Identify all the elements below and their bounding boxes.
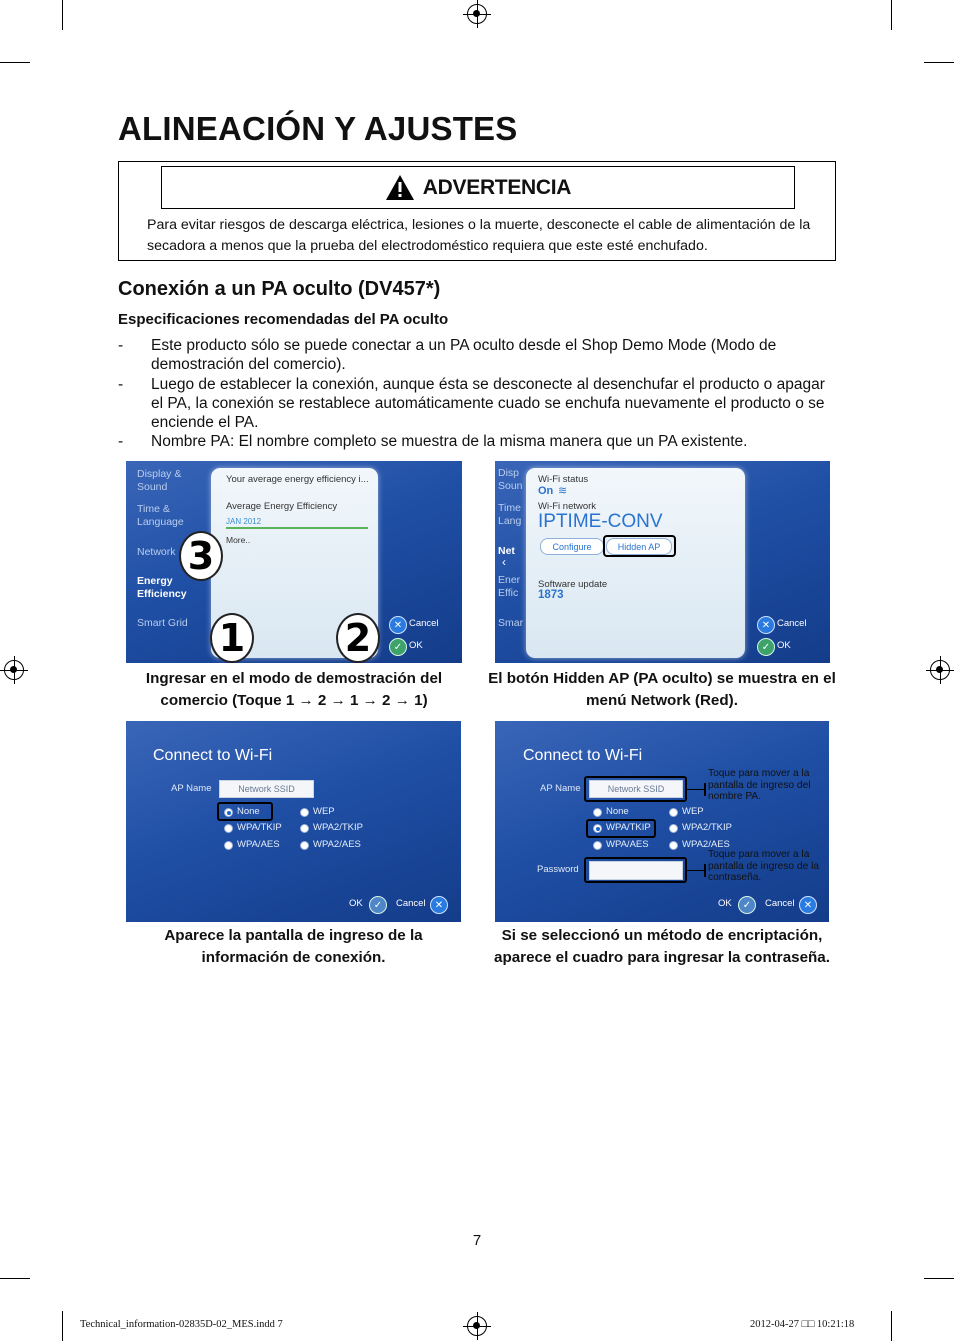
page-number: 7 <box>472 1232 482 1249</box>
warning-triangle-icon <box>385 174 415 201</box>
option-label: WPA/AES <box>237 839 280 850</box>
ap-name-highlight <box>584 776 687 802</box>
crop-mark <box>62 1311 63 1341</box>
radio-wpa2-tkip[interactable] <box>300 824 309 833</box>
registration-mark-icon <box>4 660 24 680</box>
crop-mark <box>0 1278 30 1279</box>
configure-button[interactable] <box>540 538 604 555</box>
hidden-ap-label: Hidden AP <box>617 541 661 552</box>
wifi-network-label: Wi-Fi network <box>538 501 597 512</box>
screenshot-connect-wifi <box>126 721 461 922</box>
configure-label: Configure <box>552 541 592 552</box>
marker-3: 3 <box>179 531 223 581</box>
crop-mark <box>924 62 954 63</box>
option-label: WPA/TKIP <box>237 822 282 833</box>
cancel-icon[interactable]: ✕ <box>757 616 775 634</box>
menu-energy-efficiency: Energy Efficiency <box>137 575 187 600</box>
efficiency-bar <box>226 527 368 529</box>
ap-name-label: AP Name <box>171 783 212 794</box>
none-highlight <box>217 802 273 821</box>
crop-mark <box>891 0 892 30</box>
cancel-label: Cancel <box>409 618 439 629</box>
crop-mark <box>0 62 30 63</box>
ok-icon[interactable]: ✓ <box>738 896 756 914</box>
screenshot-energy-efficiency <box>126 461 462 663</box>
section-heading: Conexión a un PA oculto (DV457*) <box>118 278 441 300</box>
dialog-title: Connect to Wi-Fi <box>523 747 643 764</box>
wifi-icon: ≋ <box>558 485 568 497</box>
radio-wpa-aes[interactable] <box>224 841 233 850</box>
menu-time-language: Time & Language <box>137 503 184 528</box>
section-subheading: Especificaciones recomendadas del PA oculto <box>118 311 449 328</box>
menu-network: Network <box>137 546 176 558</box>
radio-wpa2-aes[interactable] <box>669 841 678 850</box>
password-highlight <box>584 857 687 883</box>
radio-wep[interactable] <box>669 808 678 817</box>
registration-mark-icon <box>467 1316 487 1336</box>
wifi-status-label: Wi-Fi status <box>538 474 589 485</box>
cancel-icon[interactable]: ✕ <box>799 896 817 914</box>
cancel-icon[interactable]: ✕ <box>389 616 407 634</box>
menu-display-sound: Display & Sound <box>137 468 182 493</box>
warning-header <box>161 166 795 209</box>
ok-label: OK <box>777 640 791 651</box>
option-label: WPA2/TKIP <box>682 822 732 833</box>
ok-icon[interactable]: ✓ <box>389 638 407 656</box>
menu-item: Effic <box>498 587 519 599</box>
ap-name-label: AP Name <box>540 783 581 794</box>
cancel-label: Cancel <box>396 898 426 909</box>
option-label: None <box>606 806 629 817</box>
radio-none[interactable] <box>593 808 602 817</box>
callout-line <box>687 870 704 871</box>
wifi-status-value: On <box>538 485 554 497</box>
crop-mark <box>62 0 63 30</box>
ok-label: OK <box>409 640 423 651</box>
menu-smart-grid: Smart Grid <box>137 617 188 629</box>
list-item: - Luego de establecer la conexión, aunque ésta se desconecte al desenchufar el producto o apagar el PA, la conexión se restablece automáticamente cuado se enchufa nuevamente el producto o se enciende el PA. <box>118 375 828 433</box>
date-label: JAN 2012 <box>226 517 262 526</box>
ap-name-note: Toque para mover a la pantalla de ingreso del nombre PA. <box>708 768 811 802</box>
option-label: WPA/TKIP <box>606 822 651 833</box>
screenshot-network-menu <box>495 461 830 663</box>
menu-item: Smar <box>498 617 524 629</box>
ok-label: OK <box>349 898 363 909</box>
menu-item: Ener <box>498 574 521 586</box>
avg-efficiency-label: Average Energy Efficiency <box>226 501 338 512</box>
radio-wep[interactable] <box>300 808 309 817</box>
callout-line <box>687 789 704 790</box>
footer-date: 2012-04-27 □□ 10:21:18 <box>750 1319 855 1330</box>
menu-item: Lang <box>498 515 522 527</box>
cancel-icon[interactable]: ✕ <box>430 896 448 914</box>
caption-screen1: Ingresar en el modo de demostración del comercio (Toque 1 → 2 → 1 → 2 → 1) <box>145 670 443 709</box>
software-update-label: Software update <box>538 579 608 590</box>
ok-label: OK <box>718 898 732 909</box>
wpa-tkip-highlight <box>586 819 656 838</box>
callout-tick <box>704 864 706 877</box>
warning-label: ADVERTENCIA <box>422 175 572 199</box>
list-item: - Este producto sólo se puede conectar a un PA oculto desde el Shop Demo Mode (Modo de demostración del comercio). <box>118 336 828 375</box>
radio-wpa2-tkip[interactable] <box>669 824 678 833</box>
caption-screen2: El botón Hidden AP (PA oculto) se muestra en el menú Network (Red). <box>488 670 836 709</box>
software-update-value: 1873 <box>538 589 564 601</box>
registration-mark-icon <box>467 4 487 24</box>
caption-screen4: Si se seleccionó un método de encriptación, aparece el cuadro para ingresar la contraseña. <box>494 927 830 966</box>
hidden-ap-highlight <box>603 535 676 557</box>
option-label: WPA2/AES <box>313 839 361 850</box>
marker-2: 2 <box>336 613 380 663</box>
radio-wpa-aes[interactable] <box>593 841 602 850</box>
registration-mark-icon <box>930 660 950 680</box>
password-note: Toque para mover a la pantalla de ingreso de la contraseña. <box>708 849 820 883</box>
option-label: None <box>237 806 260 817</box>
cancel-label: Cancel <box>777 618 807 629</box>
footer-file: Technical_information-02835D-02_MES.indd 7 <box>80 1319 283 1330</box>
caption-screen3: Aparece la pantalla de ingreso de la información de conexión. <box>164 927 423 966</box>
menu-item-network: Net <box>498 545 515 557</box>
callout-tick <box>704 783 706 796</box>
more-link[interactable]: More.. <box>226 535 251 545</box>
ok-icon[interactable]: ✓ <box>369 896 387 914</box>
warning-text: Para evitar riesgos de descarga eléctrica, lesiones o la muerte, desconecte el cable de alimentación de la secadora a menos que la prueba del electrodoméstico requiera que este esté enchufado. <box>147 217 811 254</box>
menu-item: Disp <box>498 467 520 479</box>
cancel-label: Cancel <box>765 898 795 909</box>
chevron-left-icon[interactable]: ‹ <box>502 555 506 569</box>
crop-mark <box>891 1311 892 1341</box>
option-label: WPA2/AES <box>682 839 730 850</box>
network-name: IPTIME-CONV <box>538 511 663 532</box>
menu-item: Time <box>498 502 521 514</box>
radio-wpa-tkip[interactable] <box>224 824 233 833</box>
screenshot-connect-wifi-password <box>495 721 829 922</box>
option-label: WPA/AES <box>606 839 649 850</box>
list-item: - Nombre PA: El nombre completo se muestra de la misma manera que un PA existente. <box>118 432 828 451</box>
marker-1: 1 <box>210 613 254 663</box>
spec-list <box>118 336 828 452</box>
ap-name-field[interactable]: Network SSID <box>219 780 314 798</box>
panel-title: Your average energy efficiency i... <box>226 474 369 485</box>
dialog-title: Connect to Wi-Fi <box>153 747 273 764</box>
crop-mark <box>924 1278 954 1279</box>
radio-wpa2-aes[interactable] <box>300 841 309 850</box>
option-label: WPA2/TKIP <box>313 822 363 833</box>
ap-name-field[interactable]: Network SSID <box>589 780 683 798</box>
page-title: ALINEACIÓN Y AJUSTES <box>118 110 518 147</box>
option-label: WEP <box>313 806 335 817</box>
menu-item: Soun <box>498 480 523 492</box>
password-label: Password <box>537 864 579 875</box>
ok-icon[interactable]: ✓ <box>757 638 775 656</box>
option-label: WEP <box>682 806 704 817</box>
